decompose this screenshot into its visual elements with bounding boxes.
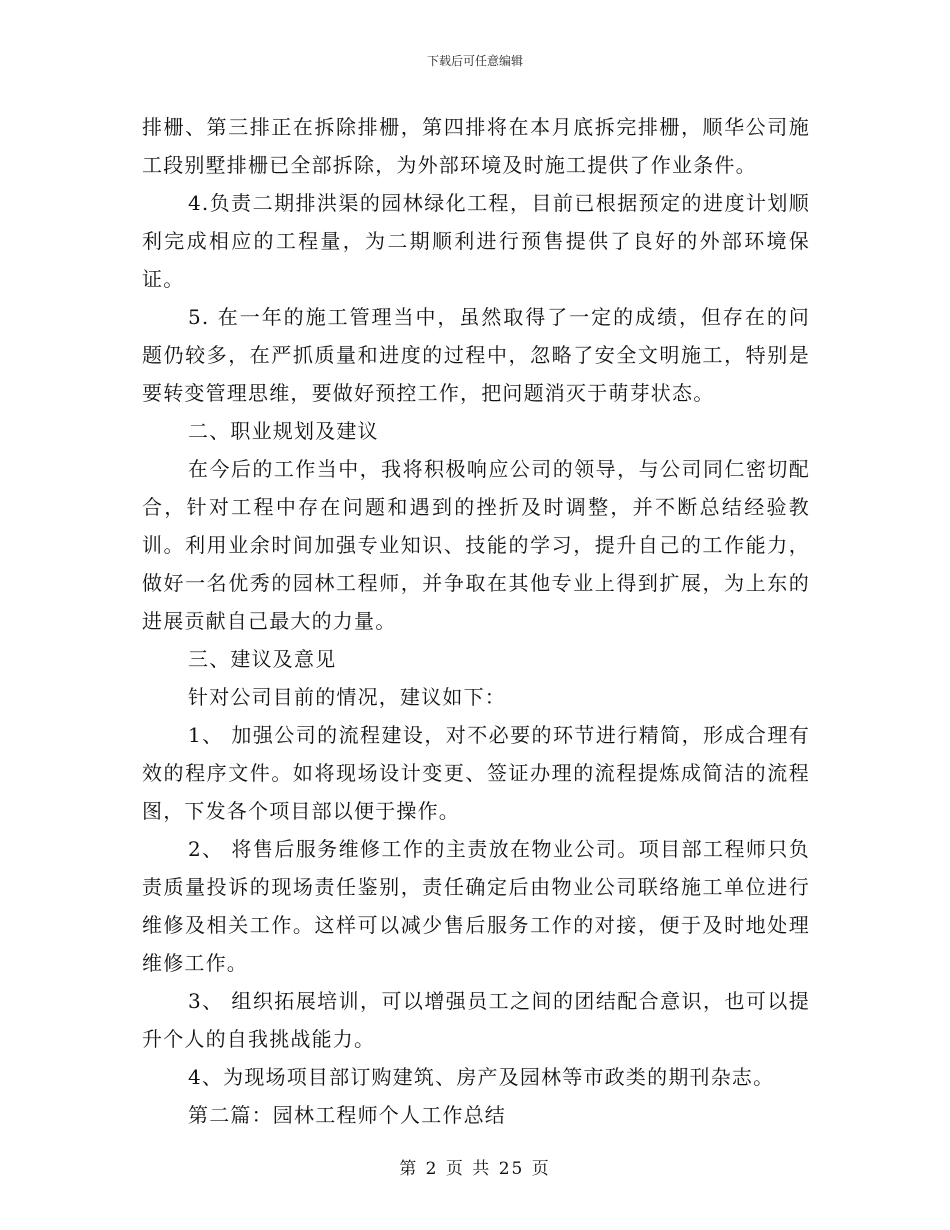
page-number-footer: 第 2 页 共 25 页 — [399, 1159, 551, 1179]
paragraph-item-5: 5. 在一年的施工管理当中，虽然取得了一定的成绩，但存在的问题仍较多，在严抓质量和进度的过程中，忽略了安全文明施工，特别是要转变管理思维，要做好预控工作，把问题消灭于萌芽状态。 — [142, 305, 810, 405]
paragraph-suggestion-2: 2、 将售后服务维修工作的主责放在物业公司。项目部工程师只负责质量投诉的现场责任鉴别，责任确定后由物业公司联络施工单位进行维修及相关工作。这样可以减少售后服务工作的对接，便于及时地处理维修工作。 — [142, 837, 810, 975]
page-header-note: 下载后可任意编辑 — [426, 54, 523, 68]
section-heading-suggestions: 三、建议及意见 — [188, 647, 337, 671]
paragraph-suggestion-1: 1、 加强公司的流程建设，对不必要的环节进行精简，形成合理有效的程序文件。如将现场设计变更、签证办理的流程提炼成简洁的流程图，下发各个项目部以便于操作。 — [142, 723, 810, 823]
paragraph-item-4: 4.负责二期排洪渠的园林绿化工程，目前已根据预定的进度计划顺利完成相应的工程量，为二期顺利进行预售提供了良好的外部环境保证。 — [142, 191, 810, 291]
chapter-heading-part-two: 第二篇：园林工程师个人工作总结 — [188, 1103, 506, 1127]
paragraph-career-plan: 在今后的工作当中，我将积极响应公司的领导，与公司同仁密切配合，针对工程中存在问题和遇到的挫折及时调整，并不断总结经验教训。利用业余时间加强专业知识、技能的学习，提升自己的工作能力，做好一名优秀的园林工程师，并争取在其他专业上得到扩展，为上东的进展贡献自己最大的力量。 — [142, 457, 810, 633]
paragraph-suggestion-4: 4、为现场项目部订购建筑、房产及园林等市政类的期刊杂志。 — [188, 1065, 775, 1089]
document-body — [142, 108, 810, 1134]
section-heading-career-plan: 二、职业规划及建议 — [188, 419, 379, 443]
paragraph-continued: 排栅、第三排正在拆除排栅，第四排将在本月底拆完排栅，顺华公司施工段别墅排栅已全部拆除，为外部环境及时施工提供了作业条件。 — [142, 115, 810, 177]
paragraph-suggestion-3: 3、 组织拓展培训，可以增强员工之间的团结配合意识，也可以提升个人的自我挑战能力。 — [142, 989, 810, 1051]
paragraph-suggestions-intro: 针对公司目前的情况，建议如下： — [188, 685, 506, 709]
